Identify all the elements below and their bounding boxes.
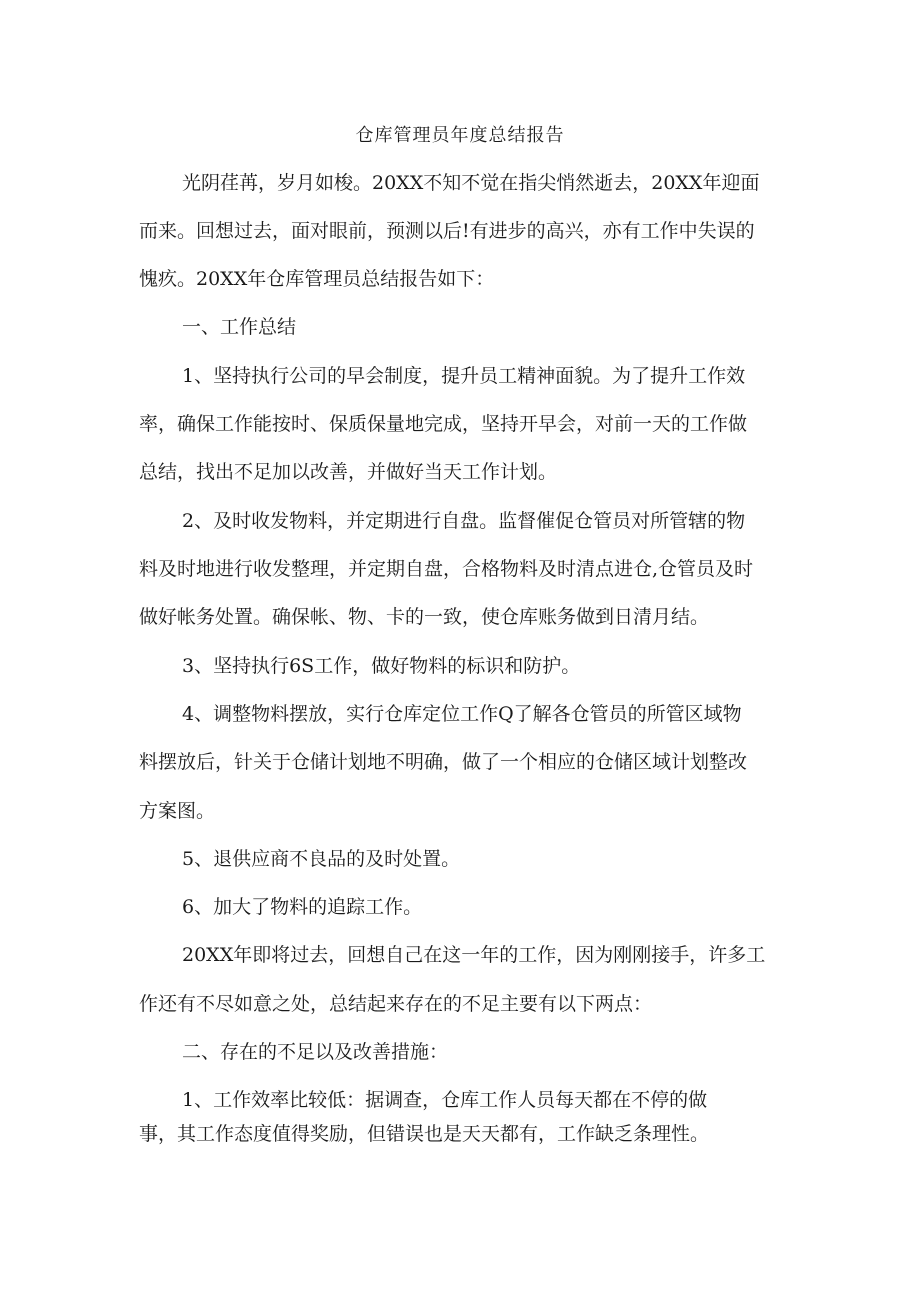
intro-line-1: 光阴荏苒，岁月如梭。20XX不知不觉在指尖悄然逝去，20XX年迎面: [182, 172, 760, 194]
intro-line-2: 而来。回想过去，面对眼前，预测以后!有进步的高兴，亦有工作中失误的: [139, 220, 755, 242]
issue-1-line-1: 1、工作效率比较低：据调查，仓库工作人员每天都在不停的做: [182, 1089, 708, 1111]
section-1-heading: 一、工作总结: [182, 316, 297, 338]
item-4-line-3: 方案图。: [139, 800, 216, 822]
issue-1-line-2: 事，其工作态度值得奖励，但错误也是天天都有，工作缺乏条理性。: [139, 1123, 710, 1145]
item-2-line-1: 2、及时收发物料，并定期进行自盘。监督催促仓管员对所管辖的物: [182, 510, 746, 532]
item-5: 5、退供应商不良品的及时处置。: [182, 848, 461, 870]
document-title: 仓库管理员年度总结报告: [355, 125, 565, 146]
item-4-line-2: 料摆放后，针关于仓储计划地不明确，做了一个相应的仓储区域计划整改: [139, 751, 748, 773]
closing-line-2: 作还有不尽如意之处，总结起来存在的不足主要有以下两点：: [139, 993, 653, 1015]
item-3: 3、坚持执行6S工作，做好物料的标识和防护。: [182, 655, 581, 677]
intro-line-3: 愧疚。20XX年仓库管理员总结报告如下：: [139, 268, 495, 290]
item-1-line-3: 总结，找出不足加以改善，并做好当天工作计划。: [139, 461, 558, 483]
item-2-line-3: 做好帐务处置。确保帐、物、卡的一致，使仓库账务做到日清月结。: [139, 606, 710, 628]
item-4-line-1: 4、调整物料摆放，实行仓库定位工作Q了解各仓管员的所管区域物: [182, 703, 742, 725]
item-1-line-2: 率，确保工作能按时、保质保量地完成，坚持开早会，对前一天的工作做: [139, 413, 748, 435]
section-2-heading: 二、存在的不足以及改善措施：: [182, 1041, 449, 1063]
item-2-line-2: 料及时地进行收发整理，并定期自盘，合格物料及时清点进仓,仓管员及时: [139, 558, 754, 580]
item-6: 6、加大了物料的追踪工作。: [182, 896, 423, 918]
closing-line-1: 20XX年即将过去，回想自己在这一年的工作，因为刚刚接手，许多工: [182, 944, 766, 966]
item-1-line-1: 1、坚持执行公司的早会制度，提升员工精神面貌。为了提升工作效: [182, 365, 746, 387]
